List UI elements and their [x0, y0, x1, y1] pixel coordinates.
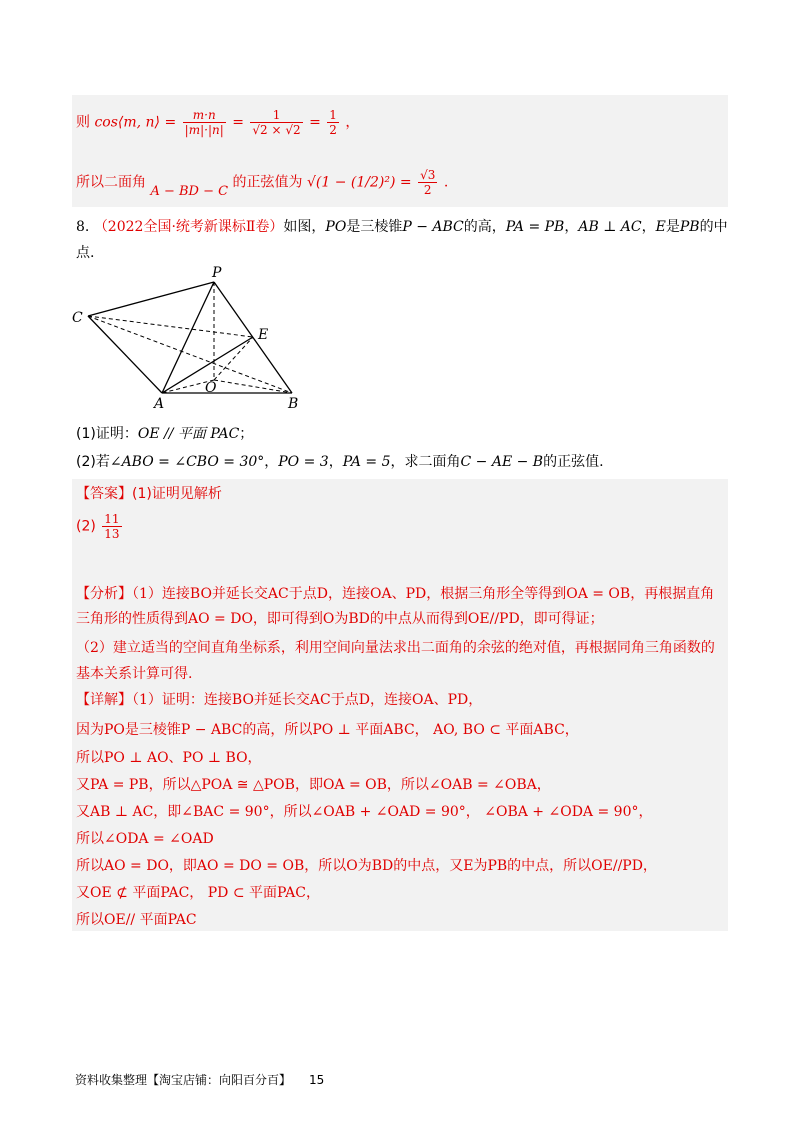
label-E: E — [258, 327, 269, 343]
dashed-OB — [214, 380, 292, 393]
analysis-tag: 【分析】 — [76, 586, 132, 602]
answer-fraction: $\frac{11}{13}$ — [104, 512, 120, 541]
detail-line1: 【详解】（1）证明：连接BO并延长交AC于点D，连接OA、PD， — [76, 692, 483, 708]
detail-line4: 又PA = PB，所以△POA ≅ △POB，即OA = OB，所以∠OAB = ∠OBA， — [76, 777, 551, 793]
label-A: A — [154, 396, 165, 412]
label-P: P — [212, 265, 222, 281]
fraction-sqrt3: $\frac{√3}{2}$ — [420, 168, 436, 197]
answer-line2: (2) $\frac{11}{13}$ — [76, 512, 120, 541]
detail-line5: 又AB ⊥ AC，即∠BAC = 90°，所以∠OAB + ∠OAD = 90°， ∠OBA + ∠ODA = 90°， — [76, 804, 653, 820]
label-O: O — [205, 380, 217, 396]
analysis-line1: 【分析】（1）连接BO并延长交AC于点D，连接OA、PD，根据三角形全等得到OA = OB，再根据直角 — [76, 586, 715, 602]
detail-line8: 又OE ⊄ 平面PAC， PD ⊂ 平面PAC， — [76, 885, 320, 901]
problem-source: （2022全国·统考新课标Ⅱ卷） — [93, 219, 284, 235]
fraction-half: $\frac{1}{2}$ — [329, 108, 337, 137]
analysis-line2: 三角形的性质得到AO = DO，即可得到O为BD的中点从而得到OE//PD，即可得证； — [76, 611, 604, 627]
footer-text: 资料收集整理【淘宝店铺：向阳百分百】 — [75, 1073, 292, 1087]
analysis-line3: （2）建立适当的空间直角坐标系，利用空间向量法求出二面角的余弦的绝对值，再根据同角三角函数的 — [76, 640, 715, 656]
edge-CA — [88, 316, 162, 393]
question-2: (2)若∠ABO = ∠CBO = 30°，PO = 3，PA = 5，求二面角C − AE − B的正弦值. — [76, 454, 604, 470]
fraction-sqrt: $\frac{1}{√2 \times √2}$ — [252, 108, 301, 137]
label-C: C — [72, 310, 83, 326]
detail-line9: 所以OE// 平面PAC — [76, 912, 197, 928]
page-number: 15 — [309, 1073, 325, 1087]
question-1: (1)证明：OE // 平面 PAC； — [76, 426, 254, 442]
detail-line2: 因为PO是三棱锥P − ABC的高，所以PO ⊥ 平面ABC， AO, BO ⊂ 平面ABC， — [76, 722, 579, 738]
sine-expression: √(1 − (1/2)²) = — [307, 174, 412, 191]
answer-tag: 【答案】 — [76, 486, 132, 502]
cos-expression: cos⟨m, n⟩ = — [94, 114, 177, 131]
answer-line1: 【答案】(1)证明见解析 — [76, 486, 222, 502]
page-footer — [75, 1071, 324, 1088]
detail-line3: 所以PO ⊥ AO、PO ⊥ BO， — [76, 750, 262, 766]
pyramid-figure — [66, 262, 316, 412]
label-B: B — [288, 396, 299, 412]
detail-line7: 所以AO = DO，即AO = DO = OB，所以O为BD的中点，又E为PB的中点，所以OE//PD， — [76, 858, 657, 874]
edge-CP — [88, 282, 214, 316]
fraction-mn: $\frac{m\cdot n}{|m|\cdot|n|}$ — [184, 108, 224, 137]
detail-line6: 所以∠ODA = ∠OAD — [76, 831, 214, 847]
dashed-CE — [88, 316, 253, 337]
prev-solution-line1: 则 cos⟨m, n⟩ = $\frac{m\cdot n}{|m|\cdot|n|}$ = $\frac{1}{√2 \times √2}$ = $\frac{1}{2}$ ， — [76, 108, 360, 137]
prev-solution-line2: 所以二面角 A − BD − C 的正弦值为 √(1 − (1/2)²) = $\frac{√3}{2}$ . — [76, 168, 449, 199]
problem-stem: 8. （2022全国·统考新课标Ⅱ卷）如图，PO是三棱锥P − ABC的高，PA = PB，AB ⊥ AC，E是PB的中 — [76, 219, 728, 235]
problem-stem-cont: 点. — [76, 245, 95, 261]
detail-tag: 【详解】 — [76, 692, 132, 708]
analysis-line4: 基本关系计算可得. — [76, 666, 193, 682]
dashed-OE — [214, 337, 253, 380]
